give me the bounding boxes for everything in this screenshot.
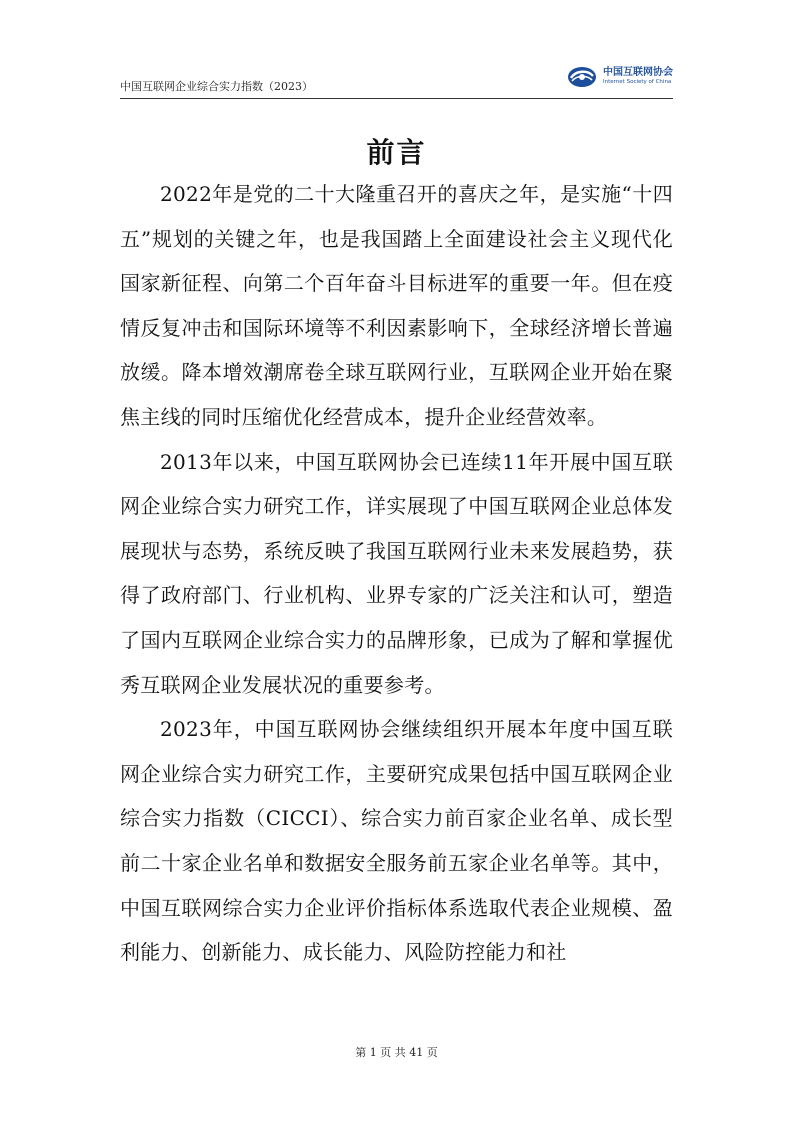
logo-name-cn: 中国互联网协会 — [603, 67, 673, 79]
page-number: 第 1 页 共 41 页 — [355, 1046, 438, 1059]
logo-text — [603, 68, 673, 86]
header-logo — [567, 64, 673, 90]
paragraph: 2013年以来，中国互联网协会已连续11年开展中国互联网企业综合实力研究工作，详实展现了中国互联网企业总体发展现状与态势，系统反映了我国互联网行业未来发展趋势，获得了政府部门、行业机构、业界专家的广泛关注和认可，塑造了国内互联网企业综合实力的品牌形象，已成为了解和掌握优秀互联网企业发展状况的重要参考。 — [120, 449, 673, 697]
internet-society-of-china-logo-icon — [567, 66, 597, 88]
page-header — [120, 62, 673, 98]
header-title: 中国互联网企业综合实力指数（2023） — [120, 80, 313, 93]
body-text — [120, 172, 673, 975]
header-divider — [120, 98, 673, 99]
page-title: 前言 — [366, 135, 427, 169]
paragraph: 2022年是党的二十大隆重召开的喜庆之年，是实施“十四五”规划的关键之年，也是我国踏上全面建设社会主义现代化国家新征程、向第二个百年奋斗目标进军的重要一年。但在疫情反复冲击和国际环境等不利因素影响下，全球经济增长普遍放缓。降本增效潮席卷全球互联网行业，互联网企业开始在聚焦主线的同时压缩优化经营成本，提升企业经营效率。 — [120, 182, 673, 429]
paragraph: 2023年，中国互联网协会继续组织开展本年度中国互联网企业综合实力研究工作，主要研究成果包括中国互联网企业综合实力指数（CICCI）、综合实力前百家企业名单、成长型前二十家企业名单和数据安全服务前五家企业名单等。其中，中国互联网综合实力企业评价指标体系选取代表企业规模、盈利能力、创新能力、成长能力、风险防控能力和社 — [120, 717, 673, 965]
logo-name-en: Internet Society of China — [603, 79, 672, 86]
